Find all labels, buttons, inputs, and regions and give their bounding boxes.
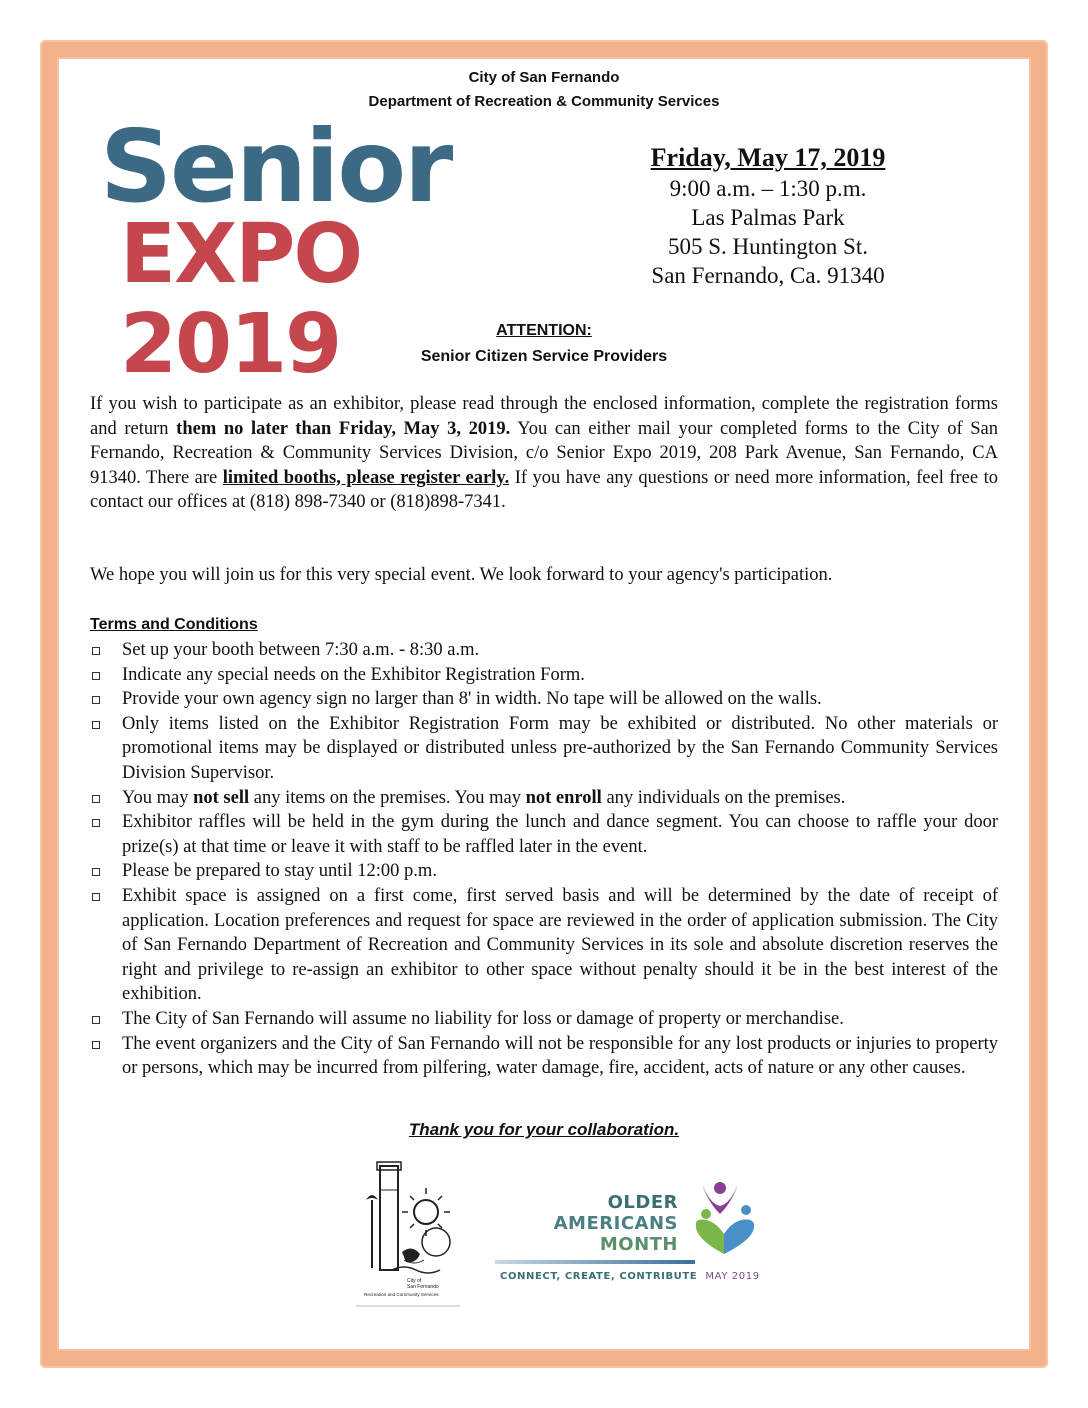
list-item-text: Set up your booth between 7:30 a.m. - 8:30 a.m. (122, 640, 480, 660)
list-item-text: The City of San Fernando will assume no liability for loss or damage of property or merchandise. (122, 1008, 844, 1029)
intro-paragraph (90, 392, 998, 515)
intro-limited-booths: limited booths, please register early. (222, 467, 510, 488)
list-item (90, 712, 998, 786)
intro-text-b: You can either mail your completed forms to the City of San Fernando, Recreation & Community Services Division, c/o Senior Expo 2019, 208 Park Avenue, San Fernando, CA 91340. There are (90, 418, 998, 488)
event-info (610, 142, 926, 290)
list-item-text: You may (122, 787, 194, 808)
list-item-text: Exhibitor raffles will be held in the gym during the lunch and dance segment. You can choose to raffle your door prize(s) at that time or leave it with staff to be raffled later in the event. (122, 812, 998, 857)
not-enroll-text: not enroll (525, 787, 602, 808)
event-date: Friday, May 17, 2019 (650, 143, 886, 172)
attention-audience: Senior Citizen Service Providers (420, 348, 668, 365)
list-item-text: The event organizers and the City of San Fernando will not be responsible for any lost products or injuries to property or persons, which may be incurred from pilfering, water damage, fire, accident, acts of nature or any other causes. (122, 1033, 998, 1079)
list-item (90, 786, 998, 811)
oam-tagline-text: CONNECT, CREATE, CONTRIBUTE (500, 1271, 698, 1282)
terms-list (90, 638, 998, 1081)
header-city: City of San Fernando (468, 69, 620, 86)
terms-heading: Terms and Conditions (90, 616, 258, 633)
oam-line-month: MONTH (599, 1234, 678, 1255)
older-americans-month-logo (495, 1180, 760, 1290)
thank-you-note: Thank you for your collaboration. (408, 1120, 680, 1139)
people-heart-icon (690, 1180, 760, 1260)
seal-line-2: San Fernando (407, 1284, 439, 1290)
square-bullet-icon (92, 819, 100, 827)
list-item (90, 687, 998, 712)
list-item-text: any individuals on the premises. (601, 787, 846, 808)
square-bullet-icon (92, 696, 100, 704)
header-department: Department of Recreation & Community Services (368, 93, 720, 110)
oam-tagline (500, 1271, 760, 1282)
list-item (90, 810, 998, 859)
event-city: San Fernando, Ca. 91340 (651, 263, 885, 288)
square-bullet-icon (92, 1041, 100, 1049)
event-venue: Las Palmas Park (691, 205, 845, 230)
oam-underline-bar (495, 1260, 695, 1264)
attention-block (0, 318, 1088, 370)
oam-line-americans: AMERICANS (553, 1213, 678, 1234)
logo-senior-text: Senior (100, 108, 452, 225)
logo-expo-text: EXPO 2019 (120, 207, 362, 392)
intro-text-c: If you have any questions or need more information, feel free to contact our offices at (818) 898-7340 or (818)898-7341. (90, 467, 998, 512)
square-bullet-icon (92, 795, 100, 803)
square-bullet-icon (92, 893, 100, 901)
intro-deadline: them no later than Friday, May 3, 2019. (176, 418, 511, 439)
list-item-text: Exhibit space is assigned on a first come, first served basis and will be determined by the date of receipt of application. Location preferences and request for space are reviewed in the order of application submission. The City of San Fernando Department of Recreation and Community Services in its sole and absolute discretion reserves the right and privilege to re-assign an exhibitor to other space without penalty should it be in the best interest of the exhibition. (122, 885, 998, 1005)
event-street: 505 S. Huntington St. (667, 234, 868, 259)
list-item-text: any items on the premises. You may (249, 787, 526, 808)
square-bullet-icon (92, 647, 100, 655)
seal-line-3: Recreation and Community Services (364, 1292, 439, 1297)
list-item-text: Only items listed on the Exhibitor Registration Form may be exhibited or distributed. No other materials or promotional items may be displayed or distributed unless pre-authorized by the San Fernando Community Services Division Supervisor. (122, 713, 998, 783)
list-item (90, 638, 998, 663)
list-item-text: Indicate any special needs on the Exhibitor Registration Form. (122, 664, 585, 685)
list-item (90, 663, 998, 688)
square-bullet-icon (92, 672, 100, 680)
list-item-text: Please be prepared to stay until 12:00 p.m. (122, 861, 437, 882)
intro-text-a: If you wish to participate as an exhibitor, please read through the enclosed information, complete the registration forms and return (90, 394, 998, 439)
header (0, 66, 1088, 114)
city-seal-logo (352, 1160, 464, 1310)
list-item (90, 884, 998, 1007)
list-item (90, 1007, 998, 1032)
list-item (90, 859, 998, 884)
oam-wordmark (554, 1192, 678, 1255)
list-item-text: Provide your own agency sign no larger than 8' in width. No tape will be allowed on the walls. (122, 689, 822, 710)
square-bullet-icon (92, 1016, 100, 1024)
hope-paragraph: We hope you will join us for this very special event. We look forward to your agency's participation. (90, 565, 833, 585)
not-sell-text: not sell (193, 787, 250, 808)
seal-line-1: City of (407, 1278, 422, 1284)
list-item (90, 1032, 998, 1081)
square-bullet-icon (92, 868, 100, 876)
square-bullet-icon (92, 721, 100, 729)
oam-year: MAY 2019 (705, 1271, 760, 1282)
oam-line-older: OLDER (607, 1192, 678, 1213)
event-time: 9:00 a.m. – 1:30 p.m. (669, 176, 867, 201)
attention-label: ATTENTION: (496, 322, 592, 339)
